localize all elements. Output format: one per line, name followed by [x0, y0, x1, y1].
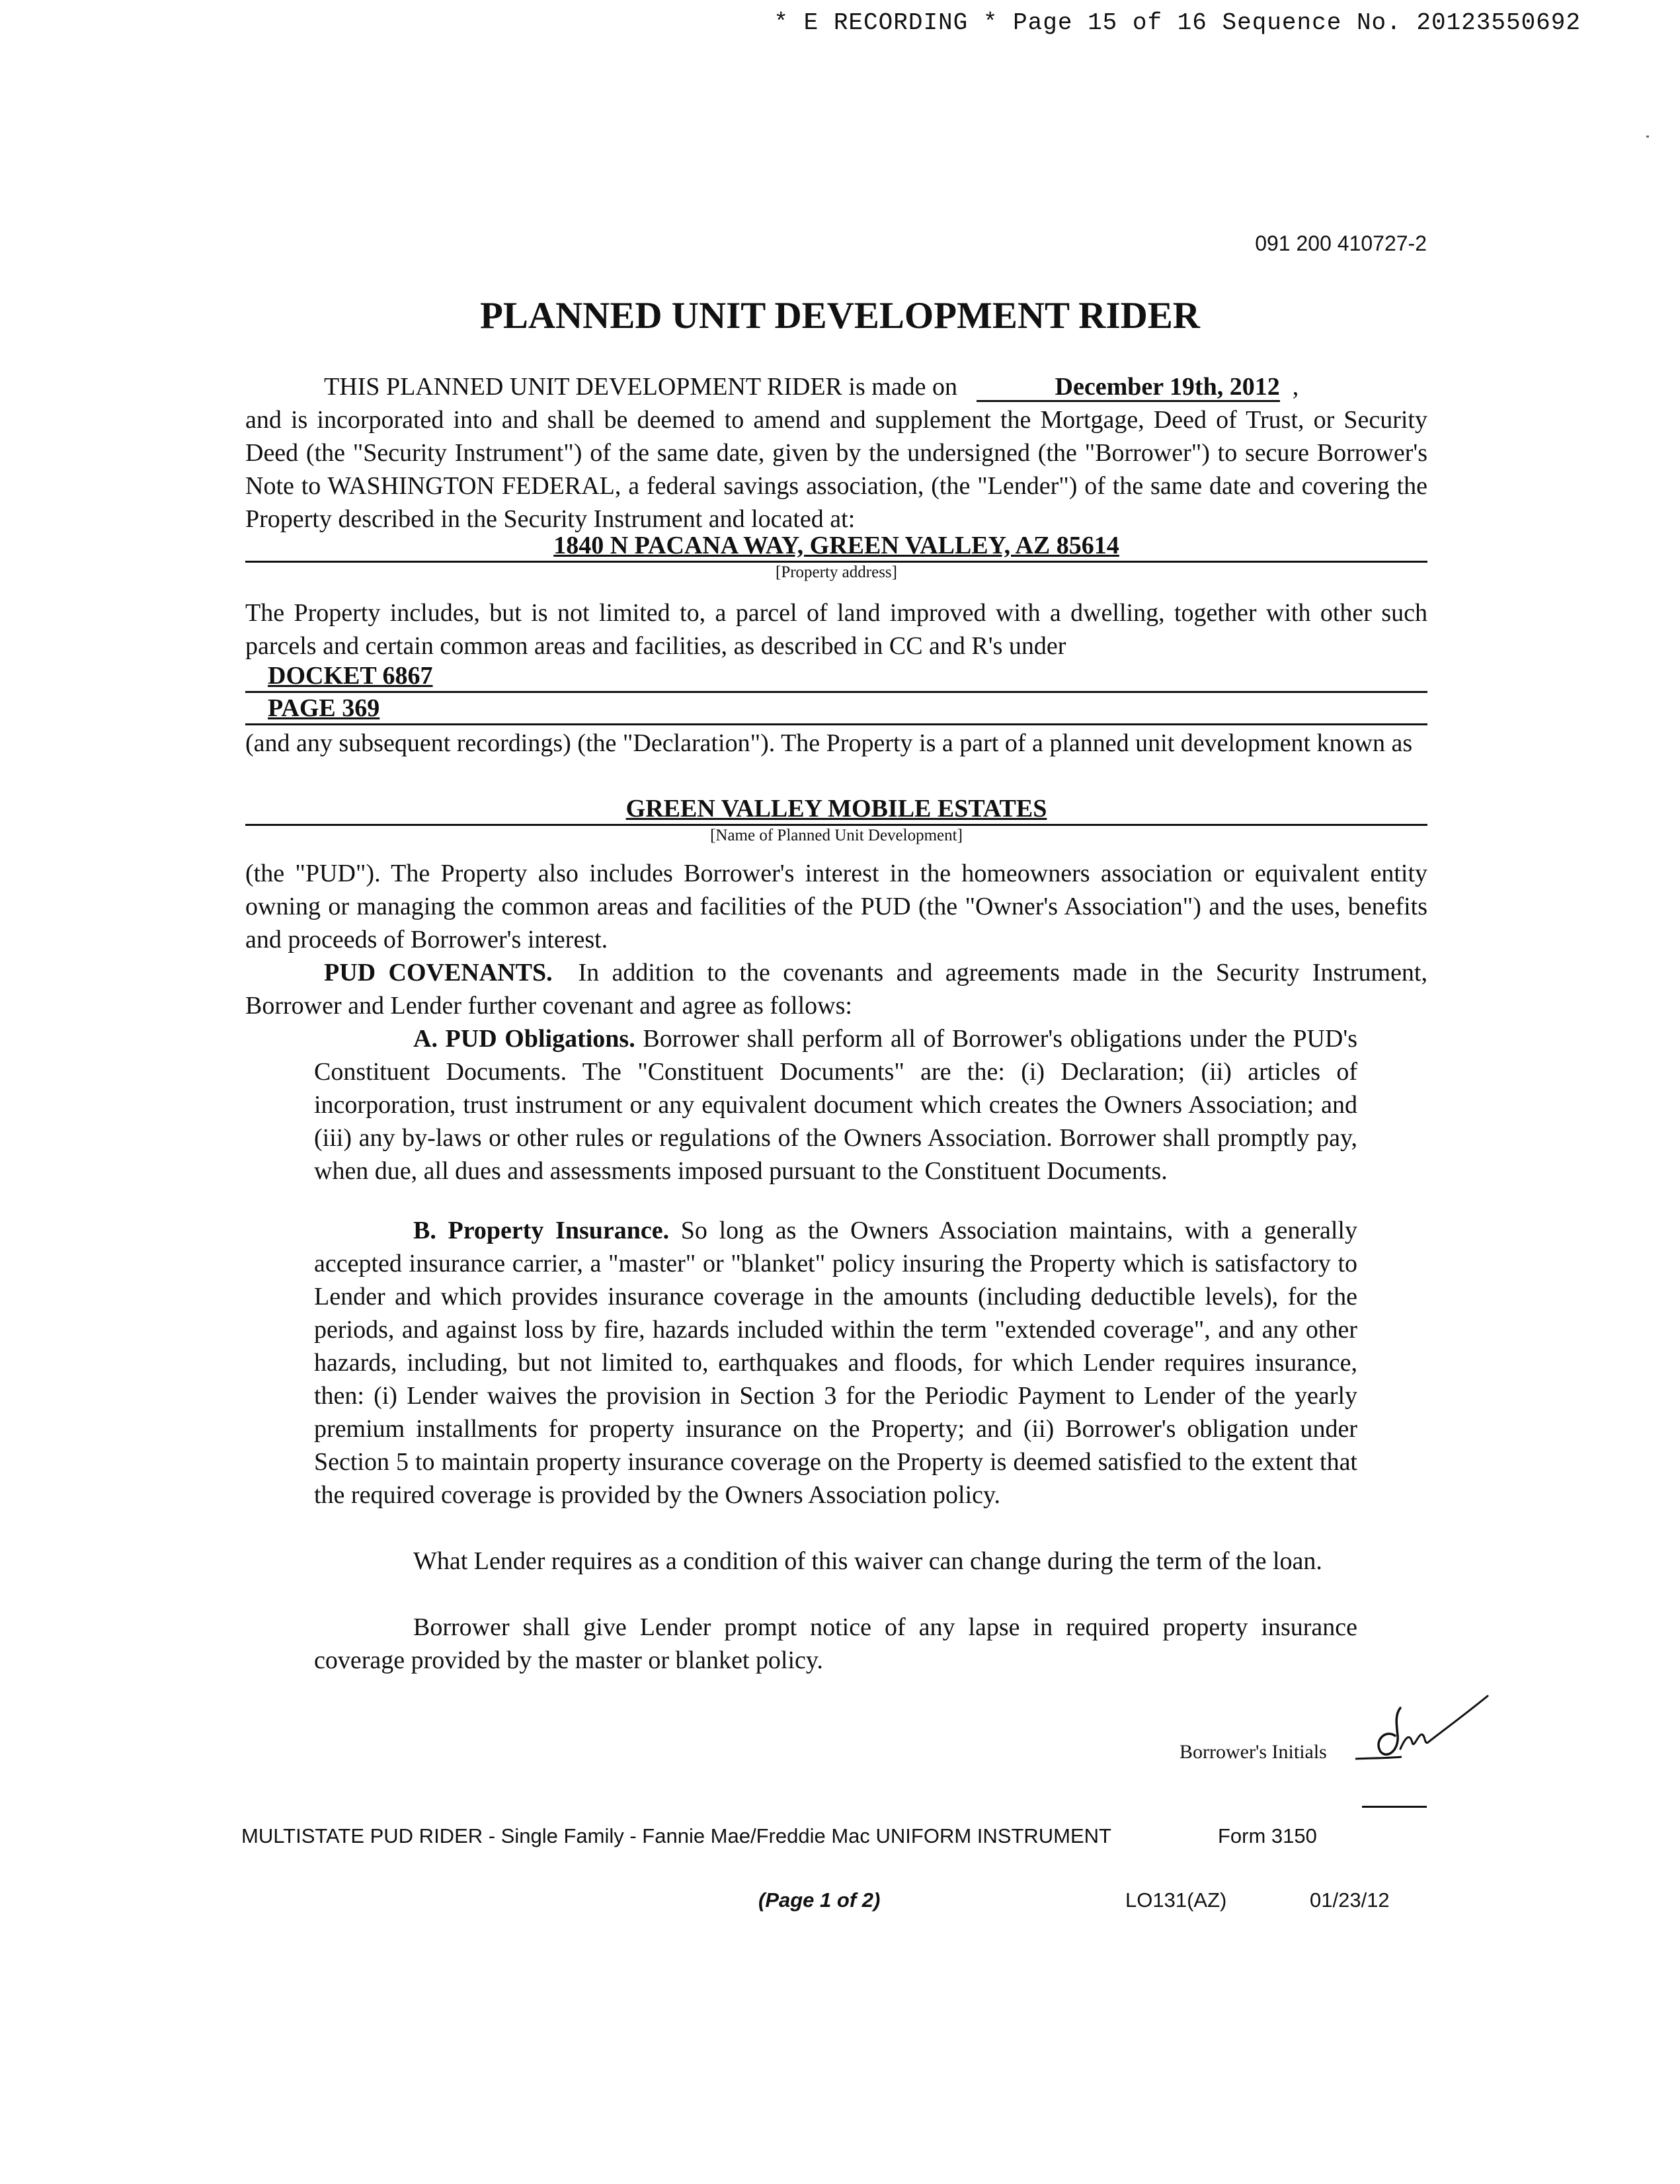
docket-number: DOCKET 6867 — [268, 662, 433, 690]
declaration-text: (and any subsequent recordings) (the "Declaration"). The Property is a part of a planned unit development known as — [245, 729, 1413, 757]
pud-name-caption: [Name of Planned Unit Development] — [710, 827, 963, 844]
reference-number: 091 200 410727-2 — [1255, 231, 1427, 255]
section-b-waiver: What Lender requires as a condition of this waiver can change during the term of the loan. — [413, 1547, 1322, 1575]
footer-form-title: MULTISTATE PUD RIDER - Single Family - Fannie Mae/Freddie Mac UNIFORM INSTRUMENT — [241, 1824, 1111, 1847]
section-b-notice: Borrower shall give Lender prompt notice of any lapse in required property insurance coverage provided by the master or blanket policy. — [314, 1613, 1357, 1674]
section-a — [314, 1022, 1357, 1188]
covenants-heading: PUD COVENANTS. — [324, 959, 553, 987]
intro-paragraph — [245, 370, 1427, 536]
borrower-initials-signature — [1349, 1689, 1494, 1775]
docket-line — [245, 691, 1427, 693]
intro-first-line — [245, 370, 1427, 403]
page-title: PLANNED UNIT DEVELOPMENT RIDER — [480, 295, 1200, 337]
footer-code: LO131(AZ) — [1125, 1888, 1227, 1912]
footer-date: 01/23/12 — [1310, 1888, 1390, 1912]
borrower-initials-label: Borrower's Initials — [1180, 1741, 1327, 1763]
page-number-ref: PAGE 369 — [268, 694, 380, 722]
address-line — [245, 561, 1427, 563]
covenants-intro-text: In addition to the covenants and agreements made in the Security Instrument, Borrower and Lender further covenant and agree as follows: — [245, 959, 1427, 1020]
page-line — [245, 723, 1427, 725]
section-a-heading: A. PUD Obligations. — [413, 1025, 635, 1053]
rider-date: December 19th, 2012 — [977, 374, 1280, 402]
pud-name-line — [245, 824, 1427, 826]
property-address: 1840 N PACANA WAY, GREEN VALLEY, AZ 85614 — [553, 532, 1119, 559]
covenants-intro — [245, 956, 1427, 1022]
intro-body: and is incorporated into and shall be deemed to amend and supplement the Mortgage, Deed of Trust, or Security Deed (the "Security Instrument") of the same date, given by the undersigned (the "Borrower") to secure Borrower's Note to WASHINGTON FEDERAL, a federal savings association, (the "Lender") of the same date and covering the Property described in the Security Instrument and located at: — [245, 406, 1427, 533]
footer-page-label: (Page 1 of 2) — [758, 1888, 881, 1912]
recording-header: * E RECORDING * Page 15 of 16 Sequence No. 20123550692 — [774, 9, 1581, 36]
section-b-heading: B. Property Insurance. — [413, 1217, 670, 1244]
property-address-caption: [Property address] — [776, 563, 897, 581]
section-a-text: Borrower shall perform all of Borrower's obligations under the PUD's Constituent Documents. The "Constituent Documents" are the: (i) Declaration; (ii) articles of incorporation, trust instrument or any equivalent document which creates the Owners Association; and (iii) any by-laws or other rules or regulations of the Owners Association. Borrower shall promptly pay, when due, all dues and assessments imposed pursuant to the Constituent Documents. — [314, 1025, 1358, 1185]
footer-form-number: Form 3150 — [1218, 1824, 1317, 1847]
pud-text: (the "PUD"). The Property also includes Borrower's interest in the homeowners association or equivalent entity owning or managing the common areas and facilities of the PUD (the "Owner's Association") and the uses, benefits and proceeds of Borrower's interest. — [245, 860, 1427, 953]
scan-speck — [1646, 136, 1649, 138]
intro-lead: THIS PLANNED UNIT DEVELOPMENT RIDER is made on — [324, 373, 958, 401]
property-description: The Property includes, but is not limited to, a parcel of land improved with a dwelling, together with other such parcels and certain common areas and facilities, as described in CC and R's under — [245, 599, 1427, 660]
section-b-text: So long as the Owners Association maintains, with a generally accepted insurance carrier, a "master" or "blanket" policy insuring the Property which is satisfactory to Lender and which provides insurance coverage in the amounts (including deductible levels), for the periods, and against loss by fire, hazards included within the term "extended coverage", and any other hazards, including, but not limited to, earthquakes and floods, for which Lender requires insurance, then: (i) Lender waives the provision in Section 3 for the Periodic Payment to Lender of the yearly premium installments for property insurance on the Property; and (ii) Borrower's obligation under Section 5 to maintain property insurance coverage on the Property is deemed satisfied to the extent that the required coverage is provided by the Owners Association policy. — [314, 1217, 1357, 1509]
pud-name: GREEN VALLEY MOBILE ESTATES — [625, 795, 1047, 823]
initials-underline — [1362, 1806, 1427, 1808]
section-b — [314, 1214, 1357, 1512]
intro-trail: , — [1292, 373, 1299, 401]
